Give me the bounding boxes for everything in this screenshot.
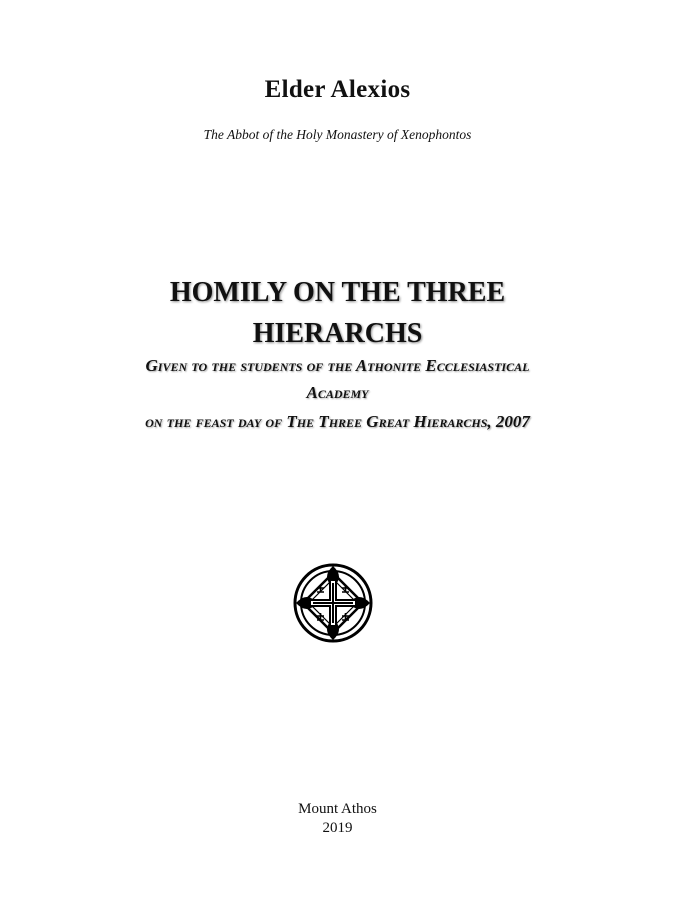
- author-subtitle: The Abbot of the Holy Monastery of Xenophontos: [203, 127, 472, 142]
- book-title-line-1: HOMILY ON THE THREE: [169, 277, 506, 308]
- book-title: [0, 272, 675, 354]
- book-title-line-2: HIERARCHS: [252, 318, 423, 349]
- cross-emblem-icon: [293, 563, 373, 643]
- author-name: Elder Alexios: [264, 76, 411, 103]
- publication-year: 2019: [322, 820, 353, 836]
- occasion-line-1: Given to the students of the Athonite Ecclesiastical: [145, 356, 530, 375]
- occasion-line-3: on the feast day of The Three Great Hierarchs, 2007: [145, 412, 530, 431]
- occasion-line-2: Academy: [306, 383, 369, 402]
- publication-place: Mount Athos: [298, 801, 377, 817]
